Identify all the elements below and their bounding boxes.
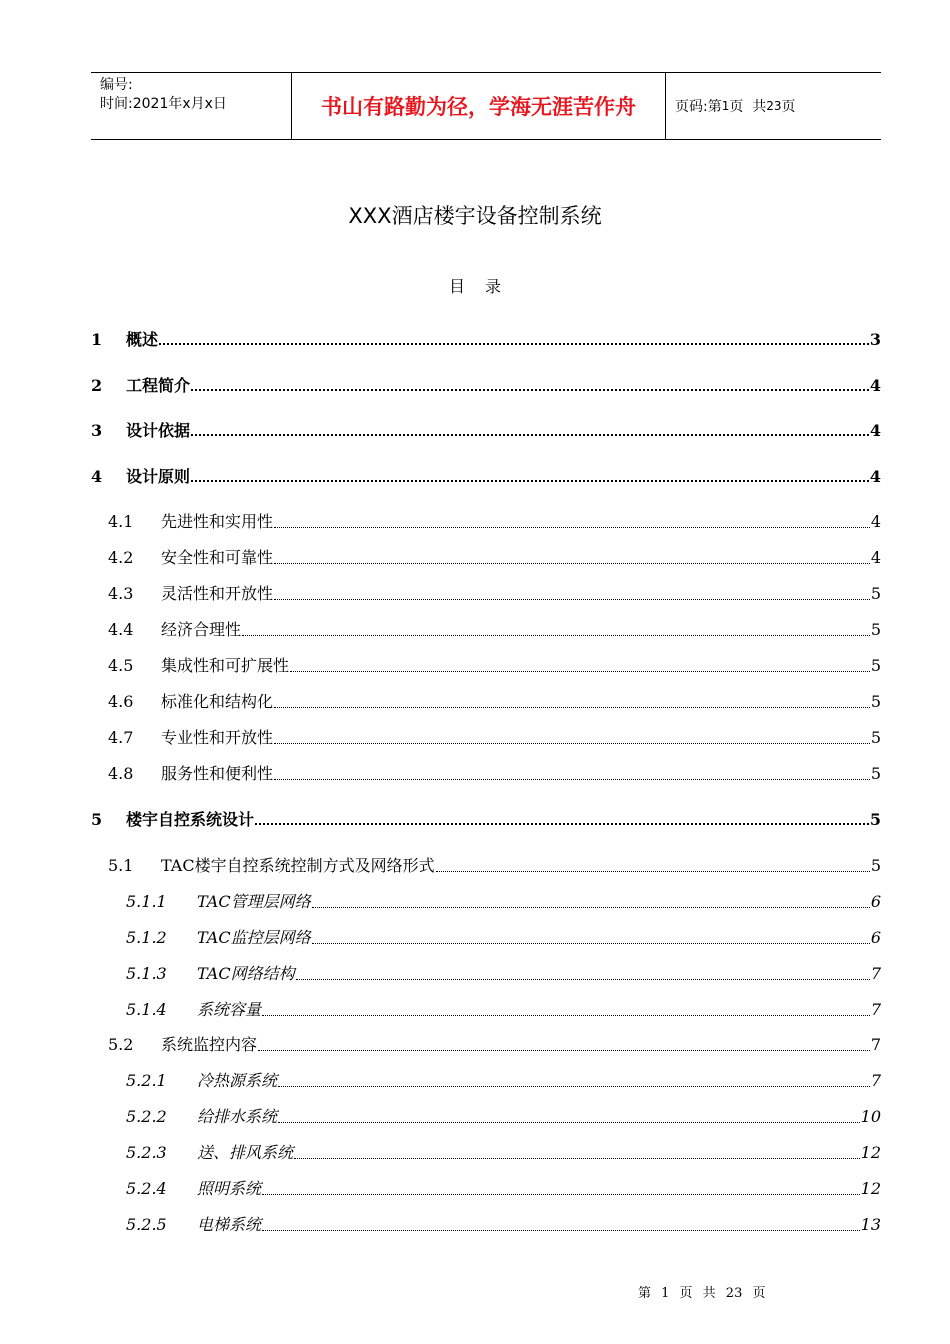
toc-entry-page: 5 <box>870 620 881 639</box>
toc-entry-number: 5.2.3 <box>126 1143 167 1162</box>
toc-entry-number: 5.1 <box>108 856 134 875</box>
toc-dot-leader <box>191 480 869 482</box>
toc-entry-number: 5.1.2 <box>126 928 167 947</box>
toc-entry-number: 1 <box>91 330 103 349</box>
toc-entry-page: 5 <box>870 728 881 747</box>
toc-entry-number: 4.7 <box>108 728 134 747</box>
toc-entry-number: 5.2 <box>108 1035 134 1054</box>
toc-entry[interactable] <box>91 652 881 676</box>
page-number: 1 <box>721 99 730 113</box>
toc-entry-label: 给排水系统 <box>197 1107 278 1126</box>
toc-dot-leader <box>262 1194 860 1195</box>
toc-entry-number: 5 <box>91 810 103 829</box>
toc-dot-leader <box>262 1230 860 1231</box>
page-total: 23 <box>766 99 782 113</box>
number-label: 编号: <box>100 77 133 93</box>
toc-entry-number: 4.1 <box>108 512 134 531</box>
toc-dot-leader <box>274 707 870 708</box>
toc-dot-leader <box>255 823 869 825</box>
toc-entry[interactable] <box>91 760 881 784</box>
toc-entry-label: 冷热源系统 <box>197 1071 278 1090</box>
toc-entry[interactable] <box>91 1067 881 1091</box>
toc-entry-label: 先进性和实用性 <box>161 512 274 531</box>
toc-entry-number: 4 <box>91 467 103 486</box>
toc-entry-page: 5 <box>870 764 881 783</box>
toc-entry-page: 4 <box>870 512 881 531</box>
toc-dot-leader <box>191 434 869 436</box>
toc-entry-label: 服务性和便利性 <box>161 764 274 783</box>
toc-entry-label: 系统监控内容 <box>161 1035 258 1054</box>
toc-entry-number: 4.8 <box>108 764 134 783</box>
toc-dot-leader <box>274 599 870 600</box>
toc-entry[interactable] <box>91 806 881 830</box>
toc-entry[interactable] <box>91 372 881 396</box>
toc-entry-label: 送、排风系统 <box>197 1143 294 1162</box>
toc-entry-label: 标准化和结构化 <box>161 692 274 711</box>
toc-entry[interactable] <box>91 508 881 532</box>
time-value: 2021年x月x日 <box>132 96 227 112</box>
toc-entry-number: 4.4 <box>108 620 134 639</box>
toc-dot-leader <box>191 389 869 391</box>
toc-dot-leader <box>258 1050 870 1051</box>
toc-entry-label: 设计原则 <box>126 467 191 486</box>
toc-entry[interactable] <box>91 1211 881 1235</box>
toc-entry[interactable] <box>91 616 881 640</box>
toc-entry[interactable] <box>91 924 881 948</box>
toc-entry-number: 4.2 <box>108 548 134 567</box>
toc-entry-number: 2 <box>91 376 103 395</box>
toc-entry[interactable] <box>91 1103 881 1127</box>
toc-entry-number: 3 <box>91 421 103 440</box>
toc-entry[interactable] <box>91 1031 881 1055</box>
toc-dot-leader <box>242 635 870 636</box>
toc-heading: 目录 <box>448 277 521 296</box>
toc-entry-number: 5.1.4 <box>126 1000 167 1019</box>
toc-entry[interactable] <box>91 852 881 876</box>
toc-entry-number: 5.2.4 <box>126 1179 167 1198</box>
toc-entry-page: 7 <box>870 1035 881 1054</box>
toc-dot-leader <box>294 1158 860 1159</box>
toc-entry[interactable] <box>91 724 881 748</box>
toc-entry-page: 5 <box>870 856 881 875</box>
toc-entry-page: 5 <box>870 584 881 603</box>
toc-entry[interactable] <box>91 1139 881 1163</box>
header-motto: 书山有路勤为径，学海无涯苦作舟 <box>292 73 666 139</box>
toc-entry[interactable] <box>91 960 881 984</box>
toc-entry-page: 12 <box>860 1179 881 1198</box>
toc-entry-label: TAC管理层网络 <box>197 892 311 911</box>
toc-entry-label: 照明系统 <box>197 1179 262 1198</box>
toc-entry-label: 专业性和开放性 <box>161 728 274 747</box>
toc-dot-leader <box>159 343 869 345</box>
toc-entry-page: 10 <box>860 1107 881 1126</box>
toc-entry-label: 安全性和可靠性 <box>161 548 274 567</box>
toc-entry-page: 4 <box>870 548 881 567</box>
toc-entry-page: 4 <box>869 467 881 486</box>
toc-entry-number: 4.6 <box>108 692 134 711</box>
toc-dot-leader <box>312 907 870 908</box>
toc-entry[interactable] <box>91 544 881 568</box>
toc-entry-number: 5.2.1 <box>126 1071 167 1090</box>
toc-entry[interactable] <box>91 463 881 487</box>
document-title: XXX酒店楼宇设备控制系统 <box>348 204 602 228</box>
toc-entry-page: 5 <box>869 810 881 829</box>
toc-entry-label: 经济合理性 <box>161 620 242 639</box>
toc-entry-page: 12 <box>860 1143 881 1162</box>
toc-entry[interactable] <box>91 888 881 912</box>
toc-entry-page: 7 <box>870 964 881 983</box>
toc-entry-label: 工程简介 <box>126 376 191 395</box>
toc-dot-leader <box>262 1015 870 1016</box>
toc-dot-leader <box>274 743 870 744</box>
time-label: 时间: <box>100 96 133 112</box>
header-meta <box>91 73 292 139</box>
toc-dot-leader <box>290 671 870 672</box>
toc-entry-label: 设计依据 <box>126 421 191 440</box>
toc-dot-leader <box>274 527 870 528</box>
toc-dot-leader <box>436 871 870 872</box>
toc-entry-page: 7 <box>870 1000 881 1019</box>
toc-dot-leader <box>312 943 870 944</box>
toc-entry[interactable] <box>91 1175 881 1199</box>
toc-entry-number: 4.5 <box>108 656 134 675</box>
toc-entry-page: 13 <box>860 1215 881 1234</box>
toc-entry-number: 5.1.3 <box>126 964 167 983</box>
toc-entry[interactable] <box>91 580 881 604</box>
toc-entry-label: TAC网络结构 <box>197 964 295 983</box>
toc-entry-page: 5 <box>870 692 881 711</box>
toc-dot-leader <box>274 779 870 780</box>
toc-entry-label: 集成性和可扩展性 <box>161 656 290 675</box>
toc-entry[interactable] <box>91 417 881 441</box>
toc-dot-leader <box>278 1122 860 1123</box>
header-page-info <box>666 73 881 139</box>
toc-entry[interactable] <box>91 996 881 1020</box>
toc-entry-page: 5 <box>870 656 881 675</box>
toc-entry-page: 3 <box>869 330 881 349</box>
toc-dot-leader <box>278 1086 870 1087</box>
toc-entry-page: 4 <box>869 421 881 440</box>
toc-entry-number: 4.3 <box>108 584 134 603</box>
toc-entry-number: 5.2.5 <box>126 1215 167 1234</box>
toc-entry-page: 6 <box>870 928 881 947</box>
toc-entry-label: 概述 <box>126 330 159 349</box>
page-header <box>91 72 881 140</box>
toc-entry-number: 5.1.1 <box>126 892 167 911</box>
toc-entry-label: TAC楼宇自控系统控制方式及网络形式 <box>161 856 435 875</box>
toc-entry[interactable] <box>91 326 881 350</box>
time-line <box>100 95 291 114</box>
toc-entry-number: 5.2.2 <box>126 1107 167 1126</box>
toc-entry-label: 系统容量 <box>197 1000 262 1019</box>
toc-entry-label: TAC监控层网络 <box>197 928 311 947</box>
page-prefix: 页码:第 <box>675 99 722 115</box>
toc-entry-page: 7 <box>870 1071 881 1090</box>
toc-entry-page: 6 <box>870 892 881 911</box>
toc-entry[interactable] <box>91 688 881 712</box>
toc-dot-leader <box>296 979 870 980</box>
page-footer: 第 1 页 共 23 页 <box>638 1286 766 1301</box>
toc-entry-label: 楼宇自控系统设计 <box>126 810 255 829</box>
toc-entry-label: 电梯系统 <box>197 1215 262 1234</box>
toc-entry-label: 灵活性和开放性 <box>161 584 274 603</box>
page-suffix: 页 <box>781 99 796 115</box>
toc-entry-page: 4 <box>869 376 881 395</box>
page-mid: 页 共 <box>729 99 767 115</box>
toc-dot-leader <box>274 563 870 564</box>
